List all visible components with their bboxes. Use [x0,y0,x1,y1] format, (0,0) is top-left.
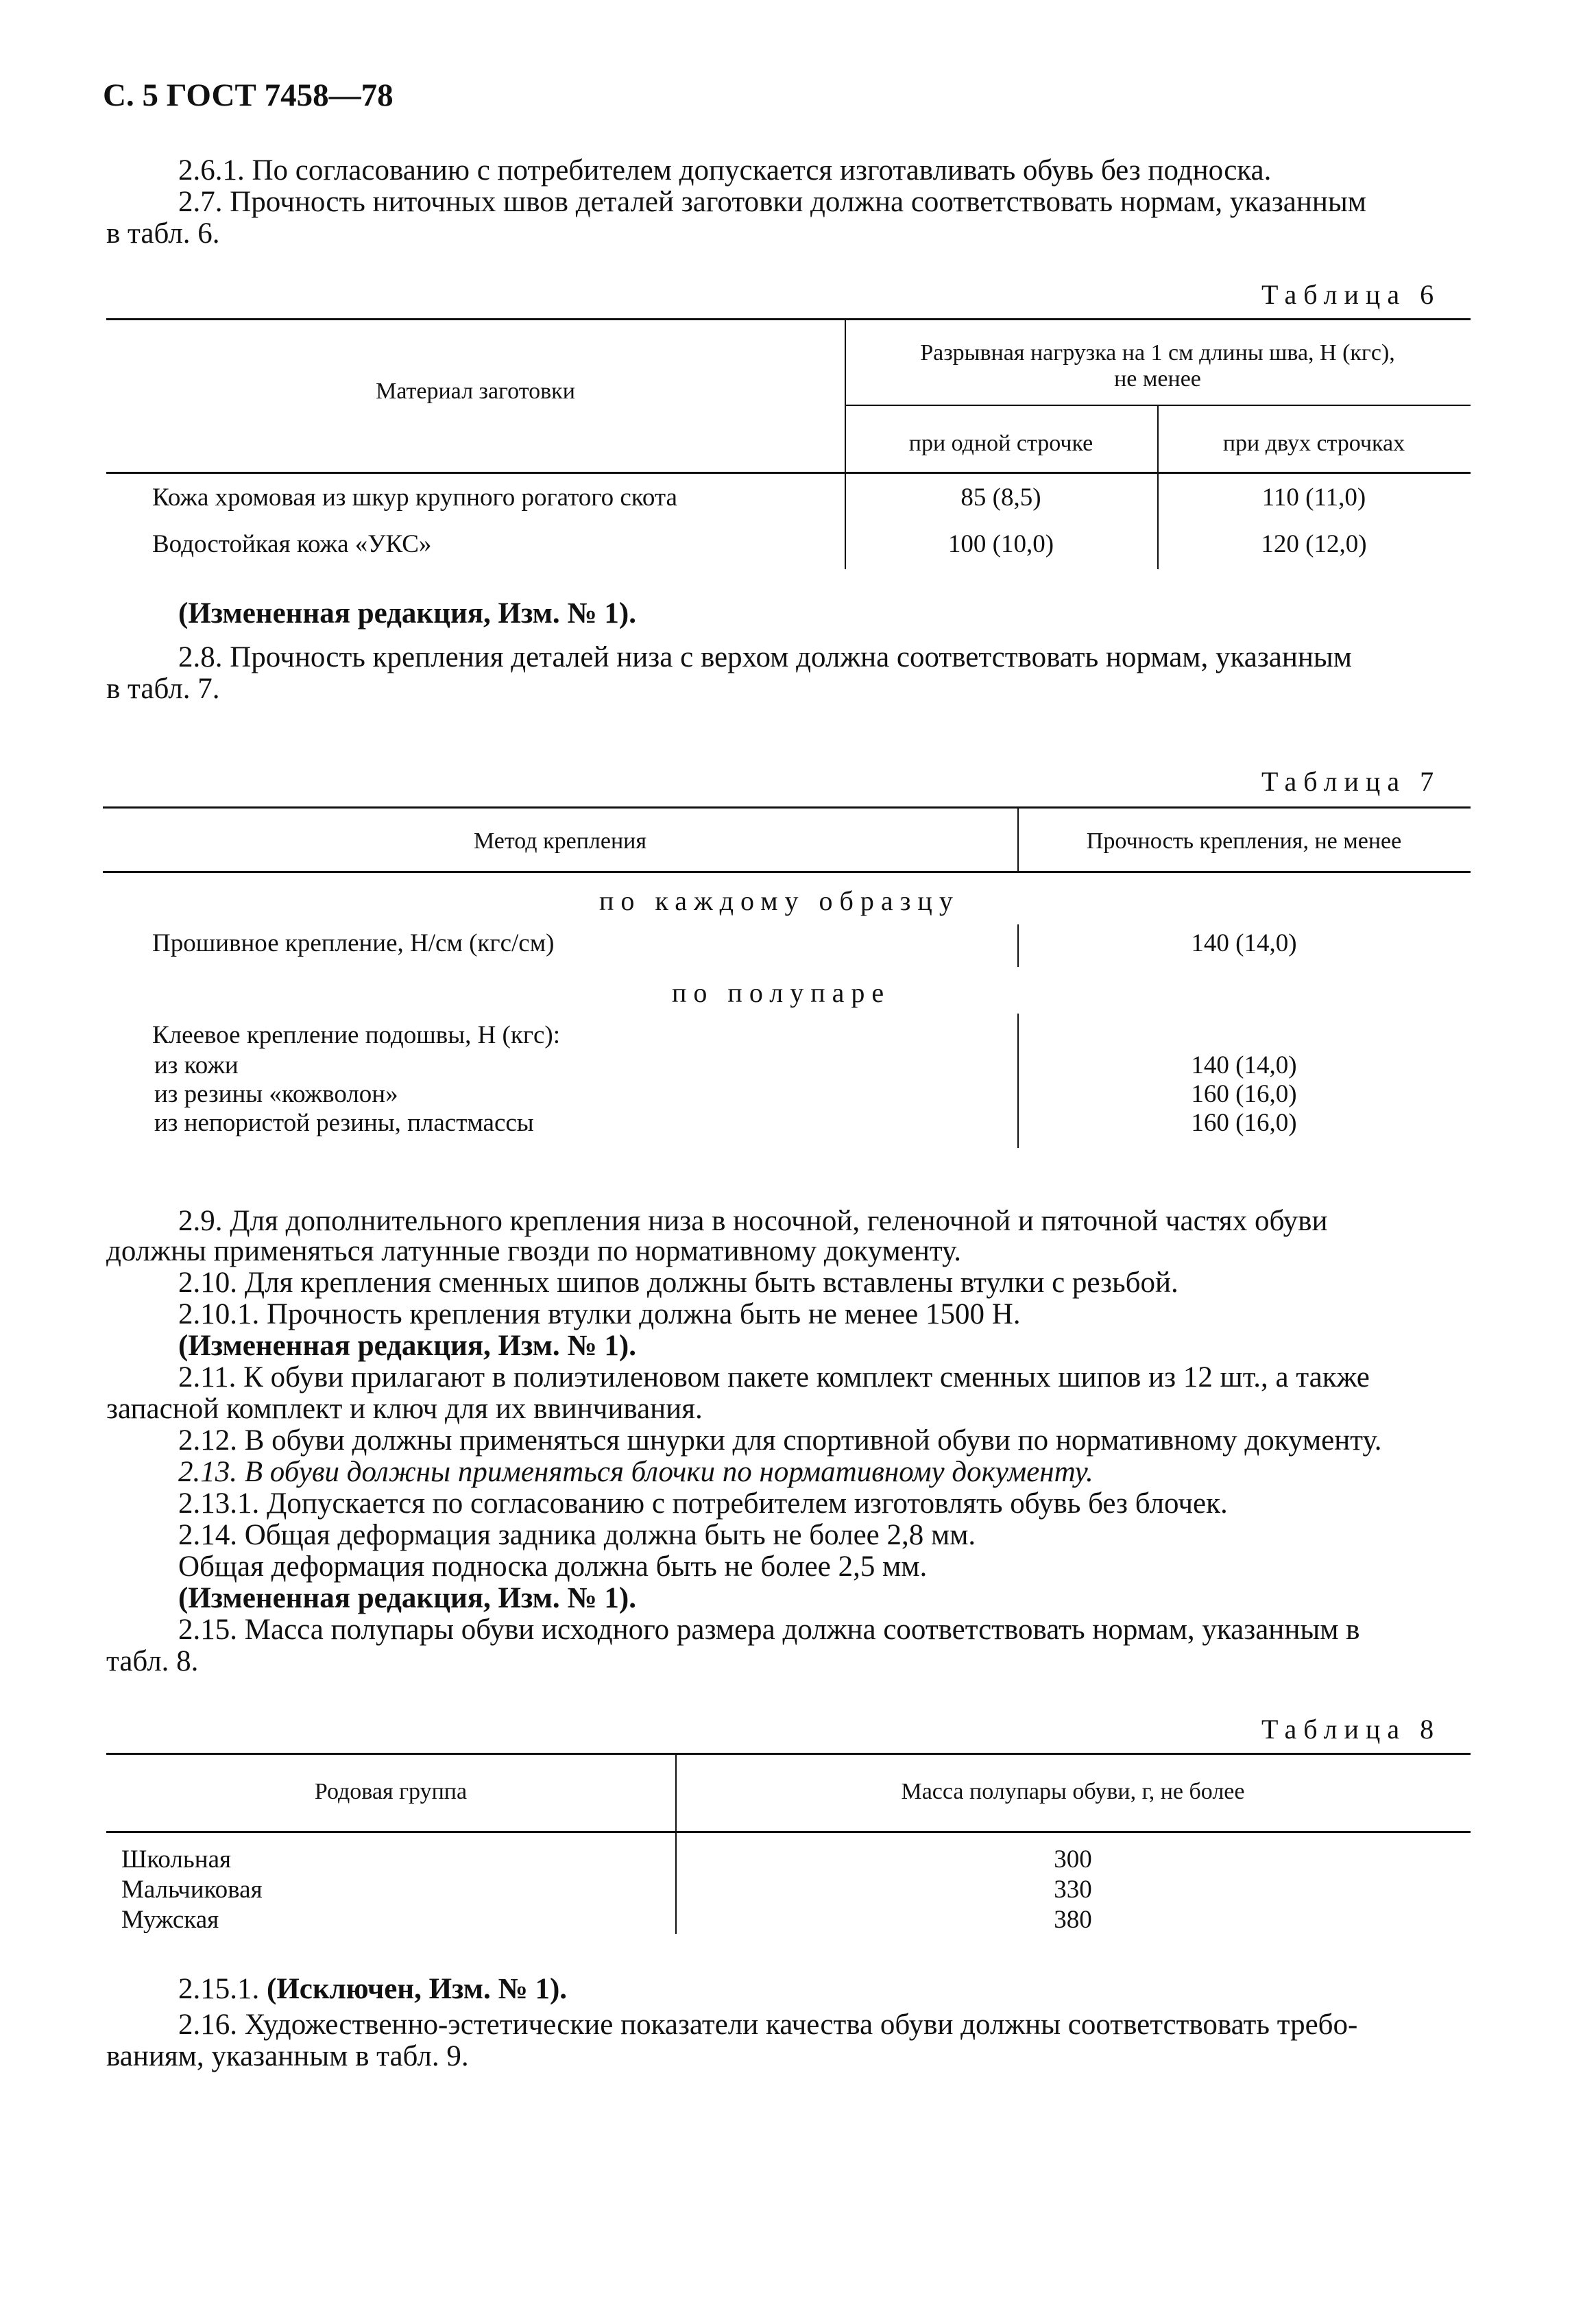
table-7-subrow-label: из непористой резины, пластмассы [154,1109,534,1137]
paragraph-2-9-cont: должны применяться латунные гвозди по нормативному документу. [106,1235,961,1267]
table-6-caption: Таблица 6 [1261,279,1441,310]
table-8-caption: Таблица 8 [1261,1714,1441,1745]
table-8-row-group: Школьная [121,1845,232,1874]
table-6-subheader-one: при одной строчке [908,431,1093,456]
paragraph-2-13-1: 2.13.1. Допускается по согласованию с потребителем изготовлять обувь без блочек. [178,1487,1228,1520]
table-7-subrow-label: из кожи [154,1051,239,1079]
table-6-row-one: 85 (8,5) [960,483,1041,512]
table-8-header-mass: Масса полупары обуви, г, не более [901,1779,1245,1804]
paragraph-2-16: 2.16. Художественно-эстетические показатели качества обуви должны соответствовать требо- [178,2009,1358,2041]
paragraph-2-14-b: Общая деформация подноска должна быть не более 2,5 мм. [178,1551,928,1583]
paragraph-2-12: 2.12. В обуви должны применяться шнурки для спортивной обуви по нормативному документу. [178,1424,1382,1457]
table-8-header-group: Родовая группа [314,1779,468,1804]
table-7-subrow-label: из резины «кожволон» [154,1080,398,1108]
table-7-header-strength: Прочность крепления, не менее [1086,828,1402,854]
amendment-note: (Измененная редакция, Изм. № 1). [178,1582,636,1614]
paragraph-2-15-1 [178,1974,567,2005]
paragraph-2-10: 2.10. Для крепления сменных шипов должны быть вставлены втулки с резьбой. [178,1267,1178,1299]
table-6-header-load-2: не менее [1114,366,1201,392]
table-6-row-material: Кожа хромовая из шкур крупного рогатого скота [152,483,677,512]
paragraph-2-8: 2.8. Прочность крепления деталей низа с верхом должна соответствовать нормам, указанным [178,641,1353,673]
table-7-group-per-sample: по каждому образцу [599,885,960,916]
table-7-subrow-value: 160 (16,0) [1191,1080,1297,1108]
paragraph-2-11: 2.11. К обуви прилагают в полиэтиленовом пакете комплект сменных шипов из 12 шт., а также [178,1361,1370,1393]
table-8-row-group: Мужская [121,1906,219,1934]
amendment-note: (Измененная редакция, Изм. № 1). [178,1330,636,1362]
table-8-row-mass: 300 [1054,1845,1092,1874]
table-8-row-mass: 330 [1054,1876,1092,1904]
table-8-row-group: Мальчиковая [121,1876,263,1904]
table-7-row-label: Клеевое крепление подошвы, Н (кгс): [152,1021,561,1049]
paragraph-2-15: 2.15. Масса полупары обуви исходного размера должна соответствовать нормам, указанным в [178,1614,1360,1646]
page-header: С. 5 ГОСТ 7458—78 [103,77,394,113]
table-7-subrow-value: 160 (16,0) [1191,1109,1297,1137]
table-7-row-value: 140 (14,0) [1191,929,1297,957]
table-6-row-material: Водостойкая кожа «УКС» [152,530,432,558]
table-7-header-method: Метод крепления [474,828,646,854]
paragraph-2-9: 2.9. Для дополнительного крепления низа в носочной, геленочной и пяточной частях обуви [178,1205,1328,1237]
paragraph-2-14: 2.14. Общая деформация задника должна быть не более 2,8 мм. [178,1519,976,1551]
table-6-row-two: 110 (11,0) [1261,483,1366,512]
table-7-caption: Таблица 7 [1261,766,1441,797]
table-6-row-one: 100 (10,0) [947,530,1054,558]
paragraph-2-13: 2.13. В обуви должны применяться блочки по нормативному документу. [178,1456,1093,1488]
paragraph-2-7-cont: в табл. 6. [106,217,220,250]
paragraph-2-15-1-excluded: (Исключен, Изм. № 1). [267,1973,568,2005]
paragraph-2-7: 2.7. Прочность ниточных швов деталей заготовки должна соответствовать нормам, указанным [178,186,1366,218]
paragraph-2-11-cont: запасной комплект и ключ для их ввинчивания. [106,1393,703,1425]
table-6-row-two: 120 (12,0) [1261,530,1367,558]
table-8-row-mass: 380 [1054,1906,1092,1934]
paragraph-2-15-cont: табл. 8. [106,1645,199,1677]
amendment-note: (Измененная редакция, Изм. № 1). [178,597,636,630]
paragraph-2-15-1-number: 2.15.1. [178,1973,260,2005]
table-7-row-label: Прошивное крепление, Н/см (кгс/см) [152,929,555,957]
paragraph-2-8-cont: в табл. 7. [106,673,220,705]
table-6-header-material: Материал заготовки [376,379,575,404]
paragraph-2-6-1: 2.6.1. По согласованию с потребителем допускается изготавливать обувь без подноска. [178,154,1272,187]
paragraph-2-10-1: 2.10.1. Прочность крепления втулки должна быть не менее 1500 Н. [178,1298,1021,1330]
table-7-subrow-value: 140 (14,0) [1191,1051,1297,1079]
table-7-group-per-half-pair: по полупаре [672,977,891,1008]
table-6-header-load: Разрывная нагрузка на 1 см длины шва, Н (кгс), [920,340,1395,366]
paragraph-2-16-cont: ваниям, указанным в табл. 9. [106,2040,469,2072]
table-6-subheader-two: при двух строчках [1222,431,1405,456]
